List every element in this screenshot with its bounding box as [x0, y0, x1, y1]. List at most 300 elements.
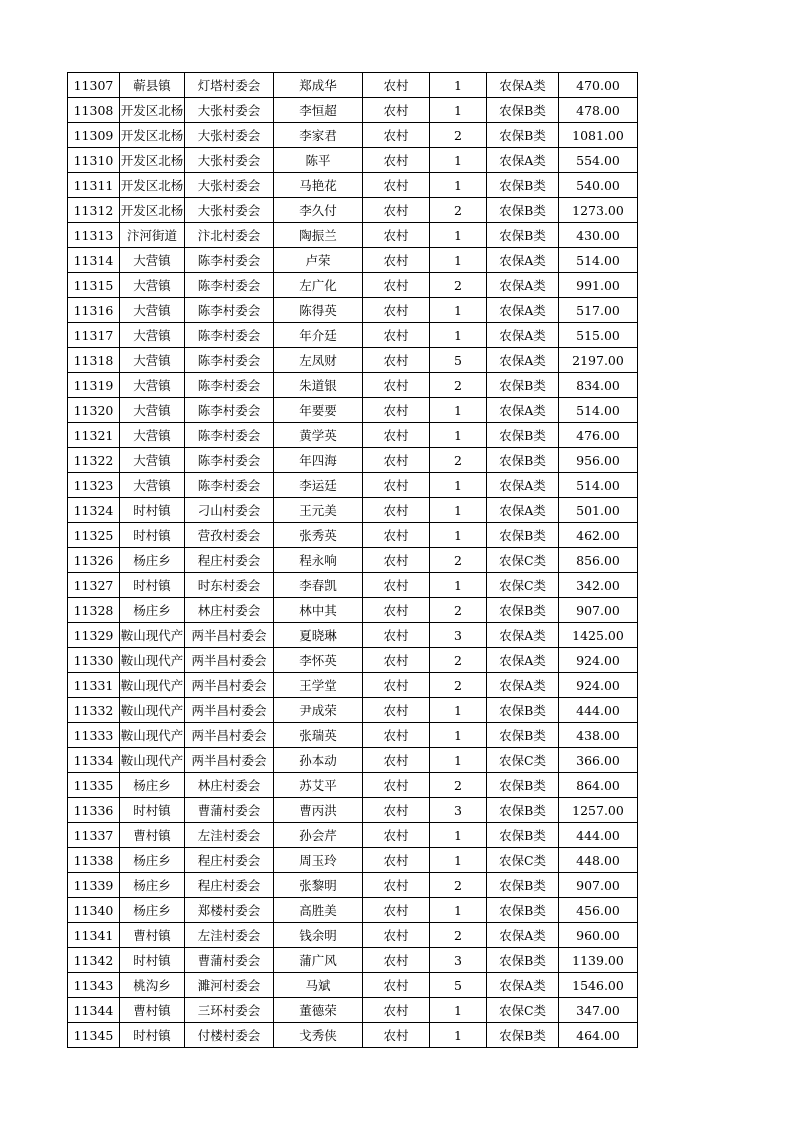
category-cell: 农保B类 [487, 523, 559, 548]
town-cell: 开发区北杨 [120, 173, 185, 198]
town-cell: 鞍山现代产 [120, 748, 185, 773]
record-id-cell: 11341 [68, 923, 120, 948]
record-id-cell: 11334 [68, 748, 120, 773]
name-cell: 董德荣 [274, 998, 363, 1023]
amount-cell: 924.00 [559, 673, 638, 698]
town-cell: 大营镇 [120, 473, 185, 498]
name-cell: 张黎明 [274, 873, 363, 898]
table-row [68, 748, 638, 773]
table-row [68, 448, 638, 473]
town-cell: 时村镇 [120, 948, 185, 973]
person-count-cell: 2 [430, 123, 487, 148]
table-row [68, 623, 638, 648]
table-row [68, 998, 638, 1023]
category-cell: 农保C类 [487, 848, 559, 873]
amount-cell: 514.00 [559, 248, 638, 273]
category-cell: 农保B类 [487, 223, 559, 248]
amount-cell: 456.00 [559, 898, 638, 923]
name-cell: 夏晓琳 [274, 623, 363, 648]
amount-cell: 1081.00 [559, 123, 638, 148]
record-id-cell: 11340 [68, 898, 120, 923]
town-cell: 杨庄乡 [120, 898, 185, 923]
table-row [68, 373, 638, 398]
person-count-cell: 1 [430, 73, 487, 98]
town-cell: 鞍山现代产 [120, 673, 185, 698]
category-cell: 农保A类 [487, 273, 559, 298]
household-type-cell: 农村 [363, 248, 430, 273]
table-row [68, 648, 638, 673]
amount-cell: 907.00 [559, 873, 638, 898]
village-cell: 两半昌村委会 [185, 698, 274, 723]
category-cell: 农保B类 [487, 798, 559, 823]
village-cell: 陈李村委会 [185, 473, 274, 498]
subsidy-table [67, 72, 638, 1048]
village-cell: 陈李村委会 [185, 323, 274, 348]
name-cell: 戈秀侠 [274, 1023, 363, 1048]
household-type-cell: 农村 [363, 923, 430, 948]
household-type-cell: 农村 [363, 848, 430, 873]
table-row [68, 1023, 638, 1048]
village-cell: 程庄村委会 [185, 548, 274, 573]
amount-cell: 907.00 [559, 598, 638, 623]
category-cell: 农保A类 [487, 673, 559, 698]
town-cell: 开发区北杨 [120, 198, 185, 223]
record-id-cell: 11328 [68, 598, 120, 623]
village-cell: 陈李村委会 [185, 448, 274, 473]
amount-cell: 478.00 [559, 98, 638, 123]
table-row [68, 473, 638, 498]
household-type-cell: 农村 [363, 973, 430, 998]
household-type-cell: 农村 [363, 198, 430, 223]
category-cell: 农保B类 [487, 873, 559, 898]
name-cell: 孙会芹 [274, 823, 363, 848]
village-cell: 两半昌村委会 [185, 623, 274, 648]
table-body [68, 73, 638, 1048]
household-type-cell: 农村 [363, 773, 430, 798]
table-row [68, 73, 638, 98]
amount-cell: 1273.00 [559, 198, 638, 223]
record-id-cell: 11333 [68, 723, 120, 748]
table-row [68, 723, 638, 748]
record-id-cell: 11307 [68, 73, 120, 98]
village-cell: 林庄村委会 [185, 773, 274, 798]
amount-cell: 834.00 [559, 373, 638, 398]
record-id-cell: 11315 [68, 273, 120, 298]
household-type-cell: 农村 [363, 798, 430, 823]
amount-cell: 856.00 [559, 548, 638, 573]
village-cell: 陈李村委会 [185, 398, 274, 423]
amount-cell: 464.00 [559, 1023, 638, 1048]
person-count-cell: 2 [430, 648, 487, 673]
name-cell: 尹成荣 [274, 698, 363, 723]
table-row [68, 348, 638, 373]
amount-cell: 956.00 [559, 448, 638, 473]
person-count-cell: 3 [430, 948, 487, 973]
town-cell: 开发区北杨 [120, 98, 185, 123]
village-cell: 林庄村委会 [185, 598, 274, 623]
village-cell: 程庄村委会 [185, 873, 274, 898]
record-id-cell: 11342 [68, 948, 120, 973]
town-cell: 杨庄乡 [120, 773, 185, 798]
person-count-cell: 1 [430, 998, 487, 1023]
village-cell: 时东村委会 [185, 573, 274, 598]
table-row [68, 248, 638, 273]
person-count-cell: 5 [430, 348, 487, 373]
record-id-cell: 11323 [68, 473, 120, 498]
record-id-cell: 11321 [68, 423, 120, 448]
town-cell: 时村镇 [120, 523, 185, 548]
category-cell: 农保B类 [487, 698, 559, 723]
name-cell: 苏艾平 [274, 773, 363, 798]
town-cell: 大营镇 [120, 248, 185, 273]
amount-cell: 517.00 [559, 298, 638, 323]
name-cell: 蒲广风 [274, 948, 363, 973]
household-type-cell: 农村 [363, 573, 430, 598]
village-cell: 汴北村委会 [185, 223, 274, 248]
person-count-cell: 1 [430, 748, 487, 773]
household-type-cell: 农村 [363, 498, 430, 523]
name-cell: 高胜美 [274, 898, 363, 923]
category-cell: 农保C类 [487, 573, 559, 598]
category-cell: 农保C类 [487, 548, 559, 573]
category-cell: 农保B类 [487, 723, 559, 748]
town-cell: 杨庄乡 [120, 598, 185, 623]
person-count-cell: 1 [430, 223, 487, 248]
table-row [68, 498, 638, 523]
name-cell: 王学堂 [274, 673, 363, 698]
category-cell: 农保A类 [487, 298, 559, 323]
household-type-cell: 农村 [363, 748, 430, 773]
record-id-cell: 11337 [68, 823, 120, 848]
person-count-cell: 1 [430, 148, 487, 173]
table-row [68, 298, 638, 323]
village-cell: 程庄村委会 [185, 848, 274, 873]
record-id-cell: 11336 [68, 798, 120, 823]
household-type-cell: 农村 [363, 598, 430, 623]
town-cell: 大营镇 [120, 448, 185, 473]
category-cell: 农保A类 [487, 73, 559, 98]
name-cell: 马斌 [274, 973, 363, 998]
village-cell: 陈李村委会 [185, 273, 274, 298]
person-count-cell: 1 [430, 398, 487, 423]
town-cell: 汴河街道 [120, 223, 185, 248]
village-cell: 两半昌村委会 [185, 673, 274, 698]
village-cell: 大张村委会 [185, 198, 274, 223]
record-id-cell: 11311 [68, 173, 120, 198]
amount-cell: 444.00 [559, 698, 638, 723]
village-cell: 左洼村委会 [185, 823, 274, 848]
person-count-cell: 1 [430, 323, 487, 348]
household-type-cell: 农村 [363, 673, 430, 698]
category-cell: 农保A类 [487, 498, 559, 523]
person-count-cell: 1 [430, 848, 487, 873]
town-cell: 杨庄乡 [120, 548, 185, 573]
amount-cell: 462.00 [559, 523, 638, 548]
table-row [68, 848, 638, 873]
town-cell: 曹村镇 [120, 823, 185, 848]
person-count-cell: 2 [430, 873, 487, 898]
amount-cell: 476.00 [559, 423, 638, 448]
record-id-cell: 11339 [68, 873, 120, 898]
person-count-cell: 2 [430, 273, 487, 298]
village-cell: 陈李村委会 [185, 348, 274, 373]
household-type-cell: 农村 [363, 373, 430, 398]
name-cell: 左凤财 [274, 348, 363, 373]
village-cell: 曹蒲村委会 [185, 948, 274, 973]
name-cell: 林中其 [274, 598, 363, 623]
name-cell: 朱道银 [274, 373, 363, 398]
town-cell: 时村镇 [120, 1023, 185, 1048]
amount-cell: 2197.00 [559, 348, 638, 373]
amount-cell: 501.00 [559, 498, 638, 523]
record-id-cell: 11318 [68, 348, 120, 373]
village-cell: 曹蒲村委会 [185, 798, 274, 823]
table-row [68, 698, 638, 723]
person-count-cell: 2 [430, 373, 487, 398]
household-type-cell: 农村 [363, 298, 430, 323]
name-cell: 黄学英 [274, 423, 363, 448]
person-count-cell: 1 [430, 723, 487, 748]
household-type-cell: 农村 [363, 148, 430, 173]
town-cell: 大营镇 [120, 423, 185, 448]
household-type-cell: 农村 [363, 448, 430, 473]
household-type-cell: 农村 [363, 223, 430, 248]
village-cell: 大张村委会 [185, 98, 274, 123]
town-cell: 时村镇 [120, 573, 185, 598]
amount-cell: 1546.00 [559, 973, 638, 998]
person-count-cell: 2 [430, 673, 487, 698]
table-row [68, 398, 638, 423]
household-type-cell: 农村 [363, 873, 430, 898]
name-cell: 李春凯 [274, 573, 363, 598]
town-cell: 桃沟乡 [120, 973, 185, 998]
name-cell: 年四海 [274, 448, 363, 473]
amount-cell: 347.00 [559, 998, 638, 1023]
category-cell: 农保B类 [487, 373, 559, 398]
household-type-cell: 农村 [363, 273, 430, 298]
amount-cell: 470.00 [559, 73, 638, 98]
category-cell: 农保A类 [487, 348, 559, 373]
record-id-cell: 11314 [68, 248, 120, 273]
table-row [68, 123, 638, 148]
household-type-cell: 农村 [363, 648, 430, 673]
village-cell: 付楼村委会 [185, 1023, 274, 1048]
name-cell: 李运廷 [274, 473, 363, 498]
person-count-cell: 1 [430, 423, 487, 448]
name-cell: 李久付 [274, 198, 363, 223]
table-row [68, 873, 638, 898]
record-id-cell: 11338 [68, 848, 120, 873]
record-id-cell: 11326 [68, 548, 120, 573]
village-cell: 左洼村委会 [185, 923, 274, 948]
record-id-cell: 11320 [68, 398, 120, 423]
table-row [68, 798, 638, 823]
household-type-cell: 农村 [363, 998, 430, 1023]
village-cell: 两半昌村委会 [185, 723, 274, 748]
category-cell: 农保A类 [487, 973, 559, 998]
person-count-cell: 2 [430, 923, 487, 948]
table-row [68, 223, 638, 248]
amount-cell: 514.00 [559, 473, 638, 498]
village-cell: 大张村委会 [185, 173, 274, 198]
household-type-cell: 农村 [363, 123, 430, 148]
town-cell: 大营镇 [120, 348, 185, 373]
category-cell: 农保B类 [487, 123, 559, 148]
village-cell: 灯塔村委会 [185, 73, 274, 98]
household-type-cell: 农村 [363, 473, 430, 498]
village-cell: 陈李村委会 [185, 248, 274, 273]
record-id-cell: 11325 [68, 523, 120, 548]
record-id-cell: 11322 [68, 448, 120, 473]
table-row [68, 523, 638, 548]
town-cell: 大营镇 [120, 273, 185, 298]
household-type-cell: 农村 [363, 523, 430, 548]
person-count-cell: 1 [430, 898, 487, 923]
category-cell: 农保B类 [487, 98, 559, 123]
table-row [68, 598, 638, 623]
person-count-cell: 1 [430, 473, 487, 498]
amount-cell: 864.00 [559, 773, 638, 798]
village-cell: 营孜村委会 [185, 523, 274, 548]
village-cell: 大张村委会 [185, 123, 274, 148]
category-cell: 农保B类 [487, 773, 559, 798]
person-count-cell: 1 [430, 523, 487, 548]
table-row [68, 948, 638, 973]
amount-cell: 1139.00 [559, 948, 638, 973]
name-cell: 郑成华 [274, 73, 363, 98]
household-type-cell: 农村 [363, 98, 430, 123]
record-id-cell: 11319 [68, 373, 120, 398]
name-cell: 左广化 [274, 273, 363, 298]
table-row [68, 273, 638, 298]
table-row [68, 823, 638, 848]
category-cell: 农保B类 [487, 198, 559, 223]
amount-cell: 430.00 [559, 223, 638, 248]
table-row [68, 673, 638, 698]
town-cell: 大营镇 [120, 398, 185, 423]
record-id-cell: 11316 [68, 298, 120, 323]
town-cell: 时村镇 [120, 798, 185, 823]
category-cell: 农保B类 [487, 898, 559, 923]
person-count-cell: 3 [430, 798, 487, 823]
person-count-cell: 3 [430, 623, 487, 648]
village-cell: 陈李村委会 [185, 298, 274, 323]
table-row [68, 148, 638, 173]
household-type-cell: 农村 [363, 698, 430, 723]
record-id-cell: 11331 [68, 673, 120, 698]
name-cell: 李怀英 [274, 648, 363, 673]
amount-cell: 540.00 [559, 173, 638, 198]
category-cell: 农保A类 [487, 923, 559, 948]
amount-cell: 514.00 [559, 398, 638, 423]
record-id-cell: 11335 [68, 773, 120, 798]
name-cell: 陈得英 [274, 298, 363, 323]
name-cell: 王元美 [274, 498, 363, 523]
person-count-cell: 5 [430, 973, 487, 998]
table-row [68, 198, 638, 223]
name-cell: 钱余明 [274, 923, 363, 948]
person-count-cell: 1 [430, 98, 487, 123]
category-cell: 农保C类 [487, 748, 559, 773]
town-cell: 开发区北杨 [120, 123, 185, 148]
name-cell: 周玉玲 [274, 848, 363, 873]
amount-cell: 444.00 [559, 823, 638, 848]
person-count-cell: 2 [430, 773, 487, 798]
town-cell: 杨庄乡 [120, 873, 185, 898]
record-id-cell: 11324 [68, 498, 120, 523]
town-cell: 大营镇 [120, 323, 185, 348]
category-cell: 农保A类 [487, 398, 559, 423]
household-type-cell: 农村 [363, 173, 430, 198]
person-count-cell: 1 [430, 248, 487, 273]
village-cell: 刁山村委会 [185, 498, 274, 523]
record-id-cell: 11345 [68, 1023, 120, 1048]
household-type-cell: 农村 [363, 423, 430, 448]
household-type-cell: 农村 [363, 723, 430, 748]
town-cell: 鞍山现代产 [120, 648, 185, 673]
name-cell: 年介廷 [274, 323, 363, 348]
village-cell: 两半昌村委会 [185, 648, 274, 673]
household-type-cell: 农村 [363, 948, 430, 973]
household-type-cell: 农村 [363, 73, 430, 98]
record-id-cell: 11313 [68, 223, 120, 248]
category-cell: 农保B类 [487, 423, 559, 448]
name-cell: 马艳花 [274, 173, 363, 198]
town-cell: 杨庄乡 [120, 848, 185, 873]
name-cell: 孙本动 [274, 748, 363, 773]
category-cell: 农保B类 [487, 598, 559, 623]
town-cell: 时村镇 [120, 498, 185, 523]
person-count-cell: 1 [430, 298, 487, 323]
record-id-cell: 11343 [68, 973, 120, 998]
town-cell: 蕲县镇 [120, 73, 185, 98]
amount-cell: 366.00 [559, 748, 638, 773]
record-id-cell: 11330 [68, 648, 120, 673]
record-id-cell: 11308 [68, 98, 120, 123]
table-row [68, 923, 638, 948]
household-type-cell: 农村 [363, 398, 430, 423]
record-id-cell: 11309 [68, 123, 120, 148]
village-cell: 大张村委会 [185, 148, 274, 173]
table-row [68, 898, 638, 923]
name-cell: 张瑞英 [274, 723, 363, 748]
person-count-cell: 1 [430, 1023, 487, 1048]
category-cell: 农保A类 [487, 323, 559, 348]
name-cell: 年要要 [274, 398, 363, 423]
town-cell: 开发区北杨 [120, 148, 185, 173]
household-type-cell: 农村 [363, 548, 430, 573]
amount-cell: 960.00 [559, 923, 638, 948]
table-row [68, 548, 638, 573]
household-type-cell: 农村 [363, 623, 430, 648]
record-id-cell: 11344 [68, 998, 120, 1023]
person-count-cell: 2 [430, 198, 487, 223]
amount-cell: 515.00 [559, 323, 638, 348]
name-cell: 陈平 [274, 148, 363, 173]
amount-cell: 991.00 [559, 273, 638, 298]
name-cell: 程永响 [274, 548, 363, 573]
record-id-cell: 11329 [68, 623, 120, 648]
amount-cell: 448.00 [559, 848, 638, 873]
category-cell: 农保B类 [487, 823, 559, 848]
village-cell: 濉河村委会 [185, 973, 274, 998]
village-cell: 两半昌村委会 [185, 748, 274, 773]
table-row [68, 423, 638, 448]
category-cell: 农保C类 [487, 998, 559, 1023]
table-row [68, 973, 638, 998]
household-type-cell: 农村 [363, 348, 430, 373]
name-cell: 李家君 [274, 123, 363, 148]
